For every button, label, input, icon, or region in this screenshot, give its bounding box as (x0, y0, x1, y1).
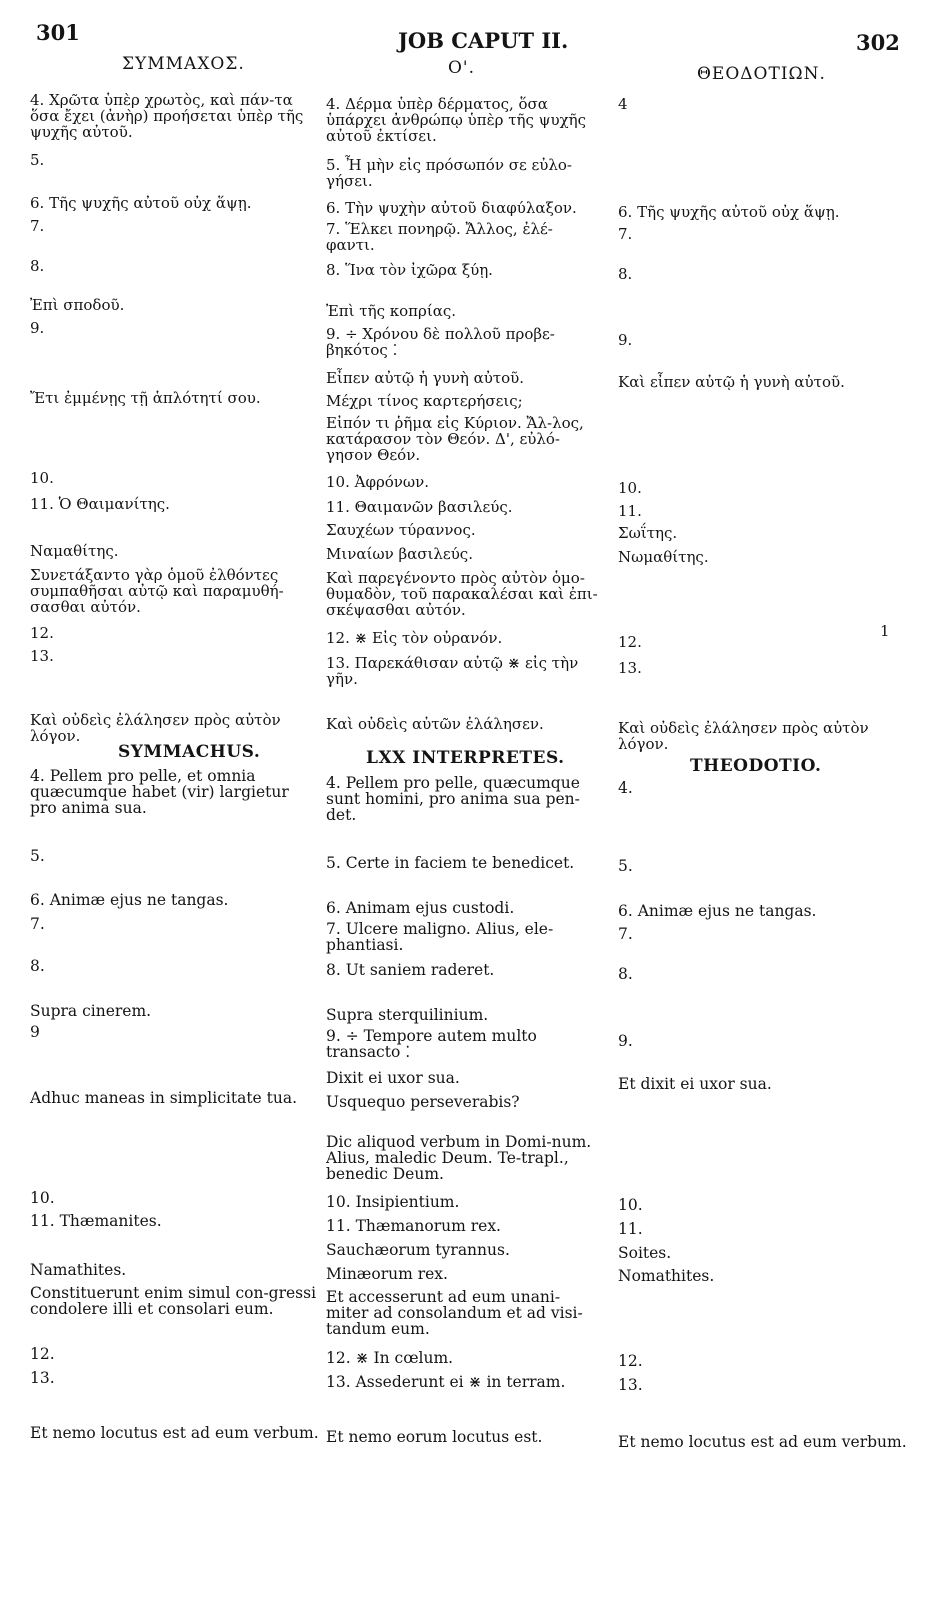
greek-sym-integrity: Ἔτι ἐμμένῃς τῇ ἁπλότητί σου. (30, 389, 261, 407)
latin-theo-7: 7. (618, 925, 633, 943)
greek-theo-11: 11. (618, 502, 642, 520)
latin-lxx-9: 9. ÷ Tempore autem multo transacto ⁚ (326, 1027, 537, 1061)
greek-lxx-friends: Καὶ παρεγένοντο πρὸς αὐτὸν ὁμο-θυμαδὸν, τοῦ παρακαλέσαι καὶ ἐπι-σκέψασθαι αὐτόν. (326, 569, 598, 619)
greek-lxx-8: 8. Ἵνα τὸν ἰχῶρα ξύῃ. (326, 261, 493, 279)
greek-lxx-9: 9. ÷ Χρόνου δὲ πολλοῦ προβε-βηκότος ⁚ (326, 325, 555, 359)
greek-theo-8: 8. (618, 265, 633, 283)
latin-sym-6: 6. Animæ ejus ne tangas. (30, 891, 229, 909)
greek-sym-10: 10. (30, 469, 54, 487)
greek-theo-12: 12. (618, 633, 642, 651)
latin-sym-noone: Et nemo locutus est ad eum verbum. (30, 1424, 319, 1442)
greek-lxx-noone: Καὶ οὐδεὶς αὐτῶν ἐλάλησεν. (326, 715, 544, 733)
greek-lxx-endure: Μέχρι τίνος καρτερήσεις; (326, 392, 523, 410)
greek-theo-6: 6. Τῆς ψυχῆς αὐτοῦ οὐχ ἅψῃ. (618, 203, 840, 221)
latin-theo-wife: Et dixit ei uxor sua. (618, 1075, 772, 1093)
page-number-right: 302 (856, 30, 900, 55)
greek-lxx-7: 7. Ἕλκει πονηρῷ. Ἄλλος, ἐλέ-φαντι. (326, 220, 553, 254)
greek-theo-7: 7. (618, 225, 633, 243)
greek-sym-ashes: Ἐπὶ σποδοῦ. (30, 296, 125, 314)
greek-lxx-wife: Εἶπεν αὐτῷ ἡ γυνὴ αὐτοῦ. (326, 369, 525, 387)
latin-theo-12: 12. (618, 1352, 643, 1370)
greek-theo-13: 13. (618, 659, 642, 677)
greek-sym-12: 12. (30, 624, 54, 642)
latin-sym-10: 10. (30, 1189, 55, 1207)
latin-header-lxx: LXX INTERPRETES. (366, 748, 565, 768)
latin-theo-6: 6. Animæ ejus ne tangas. (618, 902, 817, 920)
latin-lxx-12: 12. ⋇ In cœlum. (326, 1349, 454, 1367)
greek-lxx-10: 10. Ἀφρόνων. (326, 473, 430, 491)
greek-lxx-curse: Εἰπόν τι ῥῆμα εἰς Κύριον. Ἄλ-λος, κατάρασον τὸν Θεόν. Δ', εὐλό-γησον Θεόν. (326, 414, 584, 464)
greek-sym-11: 11. Ὁ Θαιμανίτης. (30, 495, 170, 513)
greek-sym-friends: Συνετάξαντο γὰρ ὁμοῦ ἐλθόντες συμπαθῆσαι αὐτῷ καὶ παραμυθή-σασθαι αὐτόν. (30, 566, 284, 616)
latin-sym-4: 4. Pellem pro pelle, et omnia quæcumque habet (vir) largietur pro anima sua. (30, 767, 289, 817)
greek-lxx-minaeans: Μιναίων βασιλεύς. (326, 545, 473, 563)
latin-theo-nomathites: Nomathites. (618, 1267, 715, 1285)
latin-theo-10: 10. (618, 1196, 643, 1214)
margin-mark: 1 (880, 622, 890, 640)
latin-lxx-6: 6. Animam ejus custodi. (326, 899, 515, 917)
latin-lxx-5: 5. Certe in faciem te benedicet. (326, 854, 575, 872)
latin-lxx-friends: Et accesserunt ad eum unani-miter ad consolandum et ad visi-tandum eum. (326, 1288, 583, 1338)
greek-header-symmachus: ΣΥΜΜΑΧΟΣ. (122, 54, 245, 74)
greek-theo-wife: Καὶ εἶπεν αὐτῷ ἡ γυνὴ αὐτοῦ. (618, 373, 845, 391)
latin-lxx-11: 11. Thæmanorum rex. (326, 1217, 501, 1235)
greek-header-theodotion: ΘΕΟΔΟΤΙΩΝ. (697, 64, 826, 84)
latin-lxx-8: 8. Ut saniem raderet. (326, 961, 495, 979)
greek-sym-noone: Καὶ οὐδεὶς ἐλάλησεν πρὸς αὐτὸν λόγον. (30, 711, 281, 745)
greek-lxx-4: 4. Δέρμα ὑπὲρ δέρματος, ὅσα ὑπάρχει ἀνθρώπῳ ὑπὲρ τῆς ψυχῆς αὐτοῦ ἐκτίσει. (326, 95, 587, 145)
greek-theo-noone: Καὶ οὐδεὶς ἐλάλησεν πρὸς αὐτὸν λόγον. (618, 719, 869, 753)
latin-sym-5: 5. (30, 847, 45, 865)
latin-theo-soites: Soites. (618, 1244, 672, 1262)
latin-theo-4: 4. (618, 779, 633, 797)
latin-theo-11: 11. (618, 1220, 643, 1238)
greek-lxx-5: 5. Ἦ μὴν εἰς πρόσωπόν σε εὐλο-γήσει. (326, 156, 572, 190)
latin-theo-8: 8. (618, 965, 633, 983)
greek-sym-7: 7. (30, 217, 45, 235)
latin-lxx-4: 4. Pellem pro pelle, quæcumque sunt homini, pro anima sua pen-det. (326, 774, 580, 824)
latin-theo-13: 13. (618, 1376, 643, 1394)
greek-sym-6: 6. Τῆς ψυχῆς αὐτοῦ οὐχ ἅψῃ. (30, 194, 252, 212)
greek-lxx-6: 6. Τὴν ψυχὴν αὐτοῦ διαφύλαξον. (326, 199, 577, 217)
latin-sym-7: 7. (30, 915, 45, 933)
greek-lxx-sauchaeans: Σαυχέων τύραννος. (326, 521, 476, 539)
latin-sym-11: 11. Thæmanites. (30, 1212, 162, 1230)
latin-lxx-sauchaeans: Sauchæorum tyrannus. (326, 1241, 510, 1259)
greek-header-lxx: Ο'. (448, 58, 476, 78)
latin-lxx-10: 10. Insipientium. (326, 1193, 460, 1211)
latin-sym-ashes: Supra cinerem. (30, 1002, 152, 1020)
page-title: JOB CAPUT II. (398, 28, 569, 53)
greek-lxx-12: 12. ⋇ Εἰς τὸν οὐρανόν. (326, 629, 503, 647)
latin-sym-namathites: Namathites. (30, 1261, 127, 1279)
greek-sym-9: 9. (30, 319, 45, 337)
greek-sym-namathite: Ναμαθίτης. (30, 542, 119, 560)
latin-sym-13: 13. (30, 1369, 55, 1387)
greek-lxx-11: 11. Θαιμανῶν βασιλεύς. (326, 498, 513, 516)
latin-lxx-dung: Supra sterquilinium. (326, 1006, 489, 1024)
latin-theo-5: 5. (618, 857, 633, 875)
greek-sym-8: 8. (30, 257, 45, 275)
greek-theo-4: 4 (618, 95, 628, 113)
latin-lxx-curse: Dic aliquod verbum in Domi-num. Alius, maledic Deum. Te-trapl., benedic Deum. (326, 1133, 592, 1183)
latin-lxx-persevere: Usquequo perseverabis? (326, 1093, 520, 1111)
latin-lxx-wife: Dixit ei uxor sua. (326, 1069, 460, 1087)
latin-theo-noone: Et nemo locutus est ad eum verbum. (618, 1433, 907, 1451)
greek-lxx-13: 13. Παρεκάθισαν αὐτῷ ⋇ εἰς τὴν γῆν. (326, 654, 579, 688)
page-number-left: 301 (36, 20, 80, 45)
greek-lxx-dung: Ἐπὶ τῆς κοπρίας. (326, 302, 457, 320)
latin-header-symmachus: SYMMACHUS. (118, 742, 261, 762)
greek-theo-10: 10. (618, 479, 642, 497)
greek-theo-9: 9. (618, 331, 633, 349)
greek-theo-soites: Σωΐτης. (618, 524, 678, 542)
greek-theo-nomathite: Νωμαθίτης. (618, 548, 709, 566)
greek-sym-5: 5. (30, 151, 45, 169)
latin-sym-friends: Constituerunt enim simul con-gressi condolere illi et consolari eum. (30, 1284, 317, 1318)
greek-sym-13: 13. (30, 647, 54, 665)
latin-sym-9: 9 (30, 1023, 40, 1041)
latin-sym-8: 8. (30, 957, 45, 975)
latin-theo-9: 9. (618, 1032, 633, 1050)
latin-lxx-13: 13. Assederunt ei ⋇ in terram. (326, 1373, 566, 1391)
latin-lxx-7: 7. Ulcere maligno. Alius, ele-phantiasi. (326, 920, 554, 954)
latin-sym-simplicity: Adhuc maneas in simplicitate tua. (30, 1089, 298, 1107)
latin-lxx-noone: Et nemo eorum locutus est. (326, 1428, 543, 1446)
greek-sym-4: 4. Χρῶτα ὑπὲρ χρωτὸς, καὶ πάν-τα ὅσα ἔχει (ἀνὴρ) προήσεται ὑπὲρ τῆς ψυχῆς αὐτοῦ. (30, 91, 304, 141)
latin-lxx-minaeans: Minæorum rex. (326, 1265, 448, 1283)
latin-header-theodotio: THEODOTIO. (690, 756, 822, 776)
latin-sym-12: 12. (30, 1345, 55, 1363)
